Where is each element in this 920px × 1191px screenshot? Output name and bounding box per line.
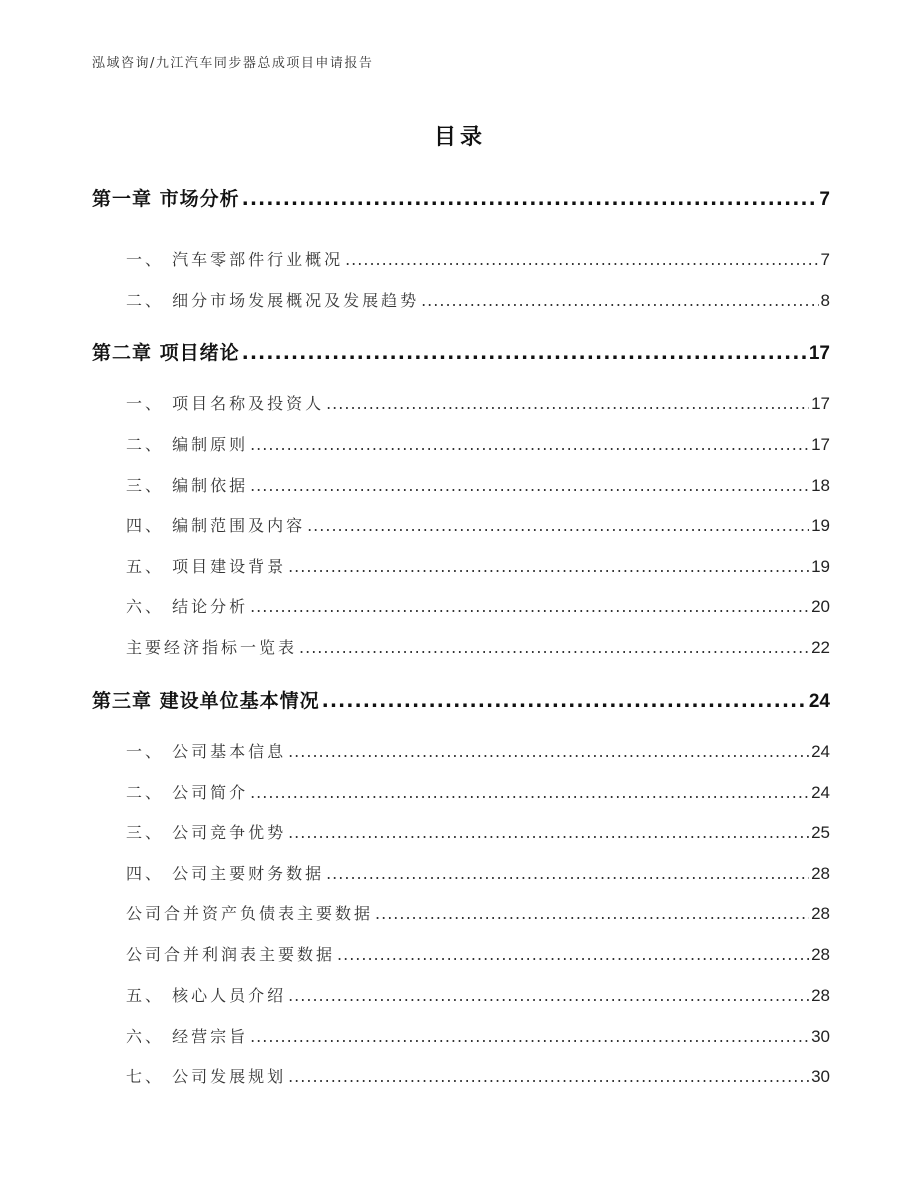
toc-page-number: 17 <box>811 394 830 413</box>
toc-entry-label: 公司合并利润表主要数据 <box>126 945 336 964</box>
toc-entry-label: 三、 公司竞争优势 <box>126 823 287 842</box>
toc-title: 目录 <box>433 125 486 150</box>
toc-page-number: 24 <box>811 742 830 761</box>
toc-section-entry[interactable] <box>92 513 830 536</box>
toc-entry-label: 二、 编制原则 <box>126 435 249 454</box>
toc-section-entry[interactable] <box>92 780 830 803</box>
toc-page-number: 19 <box>811 557 830 576</box>
dot-leader <box>322 690 807 712</box>
toc-section-entry[interactable] <box>92 554 830 577</box>
toc-section-entry[interactable] <box>92 942 830 965</box>
toc-entry-label: 二、 公司简介 <box>126 783 249 802</box>
dot-leader <box>250 783 809 802</box>
dot-leader <box>250 435 809 454</box>
toc-entry-label: 第二章 项目绪论 <box>92 342 240 364</box>
toc-page-number: 18 <box>811 476 830 495</box>
toc-page-number: 28 <box>811 945 830 964</box>
toc-section-entry[interactable] <box>92 432 830 455</box>
dot-leader <box>288 557 809 576</box>
dot-leader <box>250 597 809 616</box>
dot-leader <box>242 188 818 210</box>
toc-chapter-entry[interactable] <box>92 686 830 713</box>
toc-section-entry[interactable] <box>92 983 830 1006</box>
toc-entry-label: 六、 经营宗旨 <box>126 1027 249 1046</box>
toc-entry-label: 一、 汽车零部件行业概况 <box>126 250 344 269</box>
toc-section-entry[interactable] <box>92 820 830 843</box>
dot-leader <box>288 1067 809 1086</box>
dot-leader <box>299 638 809 657</box>
dot-leader <box>421 291 818 310</box>
toc-chapter-entry[interactable] <box>92 184 830 211</box>
dot-leader <box>326 864 809 883</box>
toc-entry-label: 公司合并资产负债表主要数据 <box>126 904 374 923</box>
toc-section-entry[interactable] <box>92 1024 830 1047</box>
toc-page-number: 28 <box>811 864 830 883</box>
toc-page-number: 30 <box>811 1027 830 1046</box>
toc-section-entry[interactable] <box>92 247 830 270</box>
dot-leader <box>345 250 818 269</box>
dot-leader <box>307 516 809 535</box>
toc-entry-label: 二、 细分市场发展概况及发展趋势 <box>126 291 420 310</box>
toc-entry-label: 四、 公司主要财务数据 <box>126 864 325 883</box>
toc-entry-label: 第一章 市场分析 <box>92 188 240 210</box>
toc-entry-label: 五、 项目建设背景 <box>126 557 287 576</box>
toc-chapter-entry[interactable] <box>92 338 830 365</box>
toc-page-number: 22 <box>811 638 830 657</box>
toc-entry-label: 五、 核心人员介绍 <box>126 986 287 1005</box>
toc-section-entry[interactable] <box>92 1064 830 1087</box>
toc-section-entry[interactable] <box>92 861 830 884</box>
toc-entry-label: 主要经济指标一览表 <box>126 638 298 657</box>
toc-entry-label: 六、 结论分析 <box>126 597 249 616</box>
toc-section-entry[interactable] <box>92 391 830 414</box>
toc-page-number: 28 <box>811 904 830 923</box>
toc-entry-label: 七、 公司发展规划 <box>126 1067 287 1086</box>
toc-entry-label: 一、 公司基本信息 <box>126 742 287 761</box>
toc-entry-label: 四、 编制范围及内容 <box>126 516 306 535</box>
toc-page-number: 24 <box>808 691 830 712</box>
toc-section-entry[interactable] <box>92 739 830 762</box>
toc-page-number: 8 <box>820 291 830 310</box>
toc-page-number: 25 <box>811 823 830 842</box>
dot-leader <box>288 823 809 842</box>
dot-leader <box>375 904 809 923</box>
toc-entry-label: 一、 项目名称及投资人 <box>126 394 325 413</box>
toc-page-number: 30 <box>811 1067 830 1086</box>
dot-leader <box>242 342 807 364</box>
toc-section-entry[interactable] <box>92 473 830 496</box>
toc-page-number: 7 <box>819 189 830 210</box>
toc-section-entry[interactable] <box>92 635 830 658</box>
toc-entry-label: 三、 编制依据 <box>126 476 249 495</box>
toc-page-number: 28 <box>811 986 830 1005</box>
dot-leader <box>250 1027 809 1046</box>
toc-section-entry[interactable] <box>92 594 830 617</box>
dot-leader <box>288 986 809 1005</box>
toc-entry-label: 第三章 建设单位基本情况 <box>92 690 320 712</box>
toc-page-number: 17 <box>811 435 830 454</box>
dot-leader <box>337 945 809 964</box>
dot-leader <box>288 742 809 761</box>
toc-page-number: 24 <box>811 783 830 802</box>
toc-page-number: 17 <box>808 343 830 364</box>
toc-page-number: 7 <box>820 250 830 269</box>
dot-leader <box>326 394 809 413</box>
toc-section-entry[interactable] <box>92 288 830 311</box>
dot-leader <box>250 476 809 495</box>
toc-page-number: 20 <box>811 597 830 616</box>
toc-section-entry[interactable] <box>92 901 830 924</box>
running-header: 泓域咨询/九江汽车同步器总成项目申请报告 <box>92 56 374 71</box>
toc-page-number: 19 <box>811 516 830 535</box>
